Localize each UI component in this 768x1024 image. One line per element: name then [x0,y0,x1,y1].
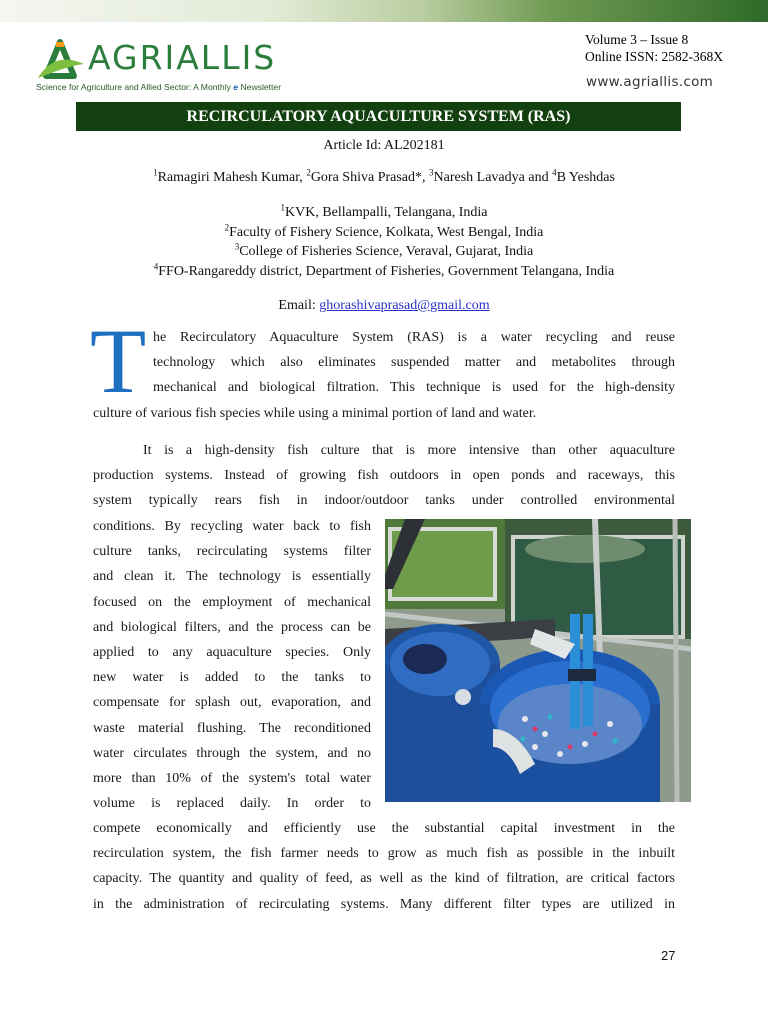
brand-tagline: Science for Agriculture and Allied Sector: A Monthly e Newsletter [36,82,282,92]
email-link[interactable]: ghorashivaprasad@gmail.com [319,298,490,313]
author-name: Ramagiri Mahesh Kumar, [157,170,307,185]
author-name: Naresh Lavadya and [433,170,553,185]
text-line: water circulates through the system, and no [93,745,371,761]
article-id: Article Id: AL202181 [323,138,445,153]
author-list [0,167,768,186]
text-line: focused on the employment of mechanical [93,594,371,610]
leaf-logo-icon [36,36,88,80]
text-line: conditions. By recycling water back to fish [93,519,371,534]
intro-paragraph [153,325,675,401]
text-line: culture tanks, recirculating systems filter [93,544,371,560]
text-line: new water is added to the tanks to [93,670,371,686]
text-line: It is a high-density fish culture that is more intensive than other aquaculture [143,443,675,458]
issn: Online ISSN: 2582-368X [585,49,723,64]
text-line: recirculation system, the fish farmer needs to grow as much fish as possible in the inbuilt [93,846,675,862]
text-line: and clean it. The technology is essentially [93,569,371,585]
text-line: in the administration of recirculating systems. Many different filter types are utilized in [93,896,675,912]
author-name: Gora Shiva Prasad*, [310,170,430,185]
affiliation-list [0,203,768,281]
text-line: compete economically and efficiently use the substantial capital investment in the [93,821,675,836]
page-number: 27 [661,948,676,963]
website-url[interactable]: www.agriallis.com [586,74,714,90]
agriallis-logo [36,36,346,98]
text-line: system typically rears fish in indoor/outdoor tanks under controlled environmental [93,493,675,509]
author-superscript: 3 [429,167,434,178]
author-superscript: 4 [552,167,557,178]
affiliation: $^1$KVK, Bellampalli, Telangana, India [280,202,488,220]
affiliation: $^2$Faculty of Fishery Science, Kolkata, West Bengal, India [224,221,544,240]
affiliation: $^3$College of Fisheries Science, Veraval, Gujarat, India [234,241,534,259]
text-line: waste material flushing. The reconditioned [93,720,371,736]
text-line: production systems. Instead of growing fish outdoors in open ponds and raceways, this [93,468,675,484]
text-line: compensate for splash out, evaporation, and [93,695,371,711]
brand-name: AGRIALLIS [88,38,277,77]
text-line: applied to any aquaculture species. Only [93,645,371,661]
body-paragraph-top [93,438,675,514]
text-line: and biological filters, and the process can be [93,619,371,635]
text-line: he Recirculatory Aquaculture System (RAS) is a water recycling and reuse [153,330,675,345]
intro-last-line: culture of various fish species while using a minimal portion of land and water. [93,406,537,421]
body-paragraph-bottom [93,816,675,917]
header-gradient-band [0,0,768,22]
ras-tanks-photo [385,519,691,802]
text-line: volume is replaced daily. In order to [93,796,371,812]
drop-cap: T [90,310,147,412]
text-line: capacity. The quantity and quality of feed, as well as the kind of filtration, are critical factors [93,871,675,887]
author-name: B Yeshdas [556,170,615,185]
author-superscript: 1 [153,167,158,178]
author-superscript: 2 [306,167,311,178]
text-line: technology which also eliminates suspended matter and metabolites through [153,355,675,371]
text-line: more than 10% of the system's total water [93,771,371,787]
email-label: Email: [278,298,320,313]
issue-info [585,31,723,65]
body-paragraph-wrapped [93,514,371,816]
article-title: RECIRCULATORY AQUACULTURE SYSTEM (RAS) [76,102,681,131]
text-line: mechanical and biological filtration. This technique is used for the high-density [153,380,675,396]
affiliation: $^4$FFO-Rangareddy district, Department of Fisheries, Government Telangana, India [153,260,615,279]
volume-issue: Volume 3 – Issue 8 [585,32,689,47]
